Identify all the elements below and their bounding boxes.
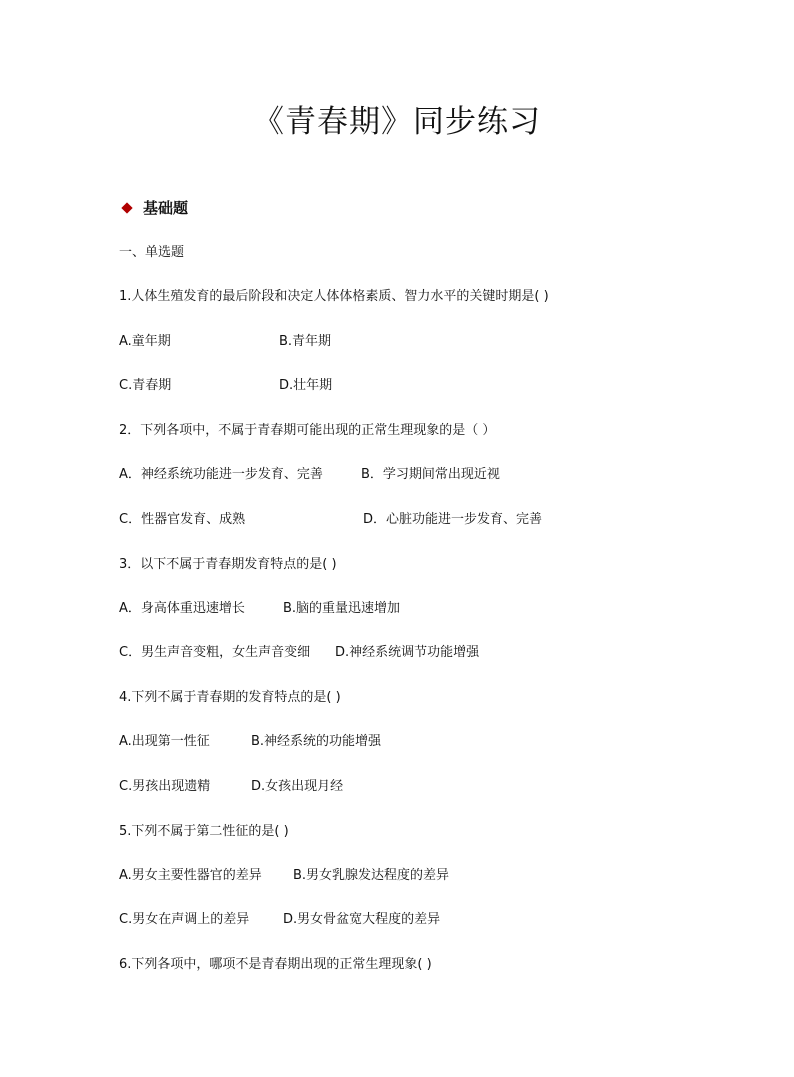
question-2-stem: 2．下列各项中，不属于青春期可能出现的正常生理现象的是（ ） [119, 423, 496, 438]
question-2-option-d: D．心脏功能进一步发育、完善 [363, 512, 543, 527]
subsection-heading: 一、单选题 [119, 245, 185, 260]
question-3-option-a: A．身高体重迅速增长 [119, 601, 245, 616]
question-3-option-d: D.神经系统调节功能增强 [335, 645, 480, 660]
question-5-option-d: D.男女骨盆宽大程度的差异 [283, 912, 441, 927]
question-1-option-d: D.壮年期 [279, 378, 333, 393]
question-4-option-d: D.女孩出现月经 [251, 779, 344, 794]
question-4-stem: 4.下列不属于青春期的发育特点的是( ) [119, 690, 341, 705]
question-4-option-c: C.男孩出现遗精 [119, 779, 211, 794]
question-2-option-b: B．学习期间常出现近视 [361, 467, 500, 482]
question-4-option-b: B.神经系统的功能增强 [251, 734, 382, 749]
question-1-option-a: A.童年期 [119, 334, 171, 349]
question-1-stem: 1.人体生殖发育的最后阶段和决定人体体格素质、智力水平的关键时期是( ) [119, 289, 549, 304]
page-title: 《青春期》同步练习 [253, 104, 541, 140]
question-4-option-a: A.出现第一性征 [119, 734, 210, 749]
question-1-option-b: B.青年期 [279, 334, 332, 349]
section-heading-label: 基础题 [143, 199, 189, 217]
question-3-option-c: C．男生声音变粗，女生声音变细 [119, 645, 311, 660]
section-heading [121, 197, 188, 218]
question-5-option-a: A.男女主要性器官的差异 [119, 868, 262, 883]
question-3-stem: 3．以下不属于青春期发育特点的是( ) [119, 557, 337, 572]
question-3-option-b: B.脑的重量迅速增加 [283, 601, 401, 616]
question-5-stem: 5.下列不属于第二性征的是( ) [119, 824, 289, 839]
diamond-bullet-icon [121, 202, 132, 213]
question-2-option-c: C．性器官发育、成熟 [119, 512, 246, 527]
question-5-option-c: C.男女在声调上的差异 [119, 912, 250, 927]
question-2-option-a: A．神经系统功能进一步发育、完善 [119, 467, 323, 482]
question-1-option-c: C.青春期 [119, 378, 172, 393]
question-5-option-b: B.男女乳腺发达程度的差异 [293, 868, 450, 883]
question-6-stem: 6.下列各项中，哪项不是青春期出现的正常生理现象( ) [119, 957, 432, 972]
